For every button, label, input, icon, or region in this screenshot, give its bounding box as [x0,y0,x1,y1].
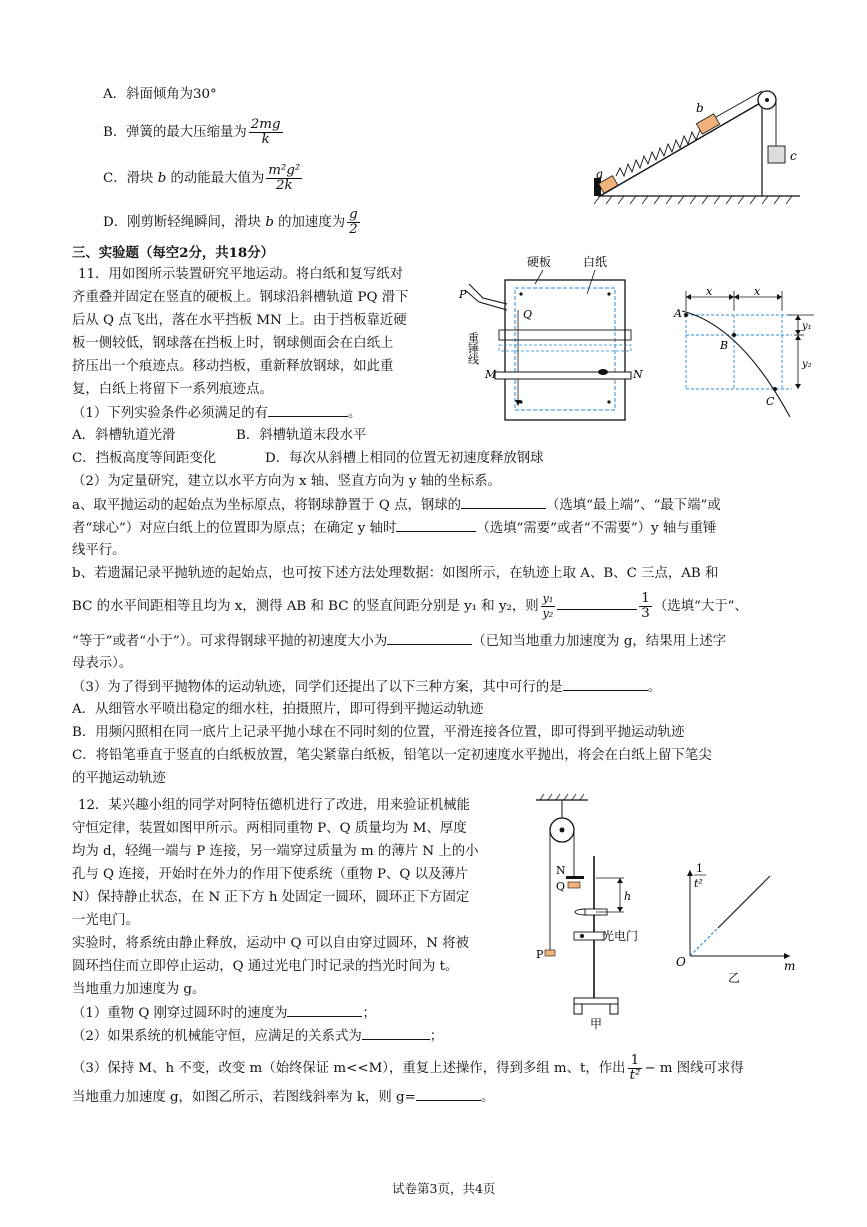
label-P: P [459,288,467,301]
q11-para: 板一侧较低，钢球落在挡板上时，钢球侧面会在白纸上 [72,336,394,351]
q12-sub2: （2）如果系统的机械能守恒，应满足的关系式为 ； [72,1029,444,1044]
label-O: O [676,955,686,969]
q12-para: 守恒定律，装置如图甲所示。两相同重物 P、Q 质量均为 M、厚度 [72,821,467,836]
q11-sub3: （3）为了得到平抛物体的运动轨迹，同学们还提出了以下三种方案，其中可行的是 。 [72,680,661,695]
label-P: P [536,948,544,961]
answer-blank[interactable] [387,632,472,645]
label-B: B [720,339,729,352]
label-x2: x [754,285,761,298]
q11-para: 复，白纸上将留下一系列痕迹点。 [72,382,273,397]
answer-blank[interactable] [563,678,648,691]
answer-blank[interactable] [396,519,476,532]
q11-para: 11．用如图所示装置研究平地运动。将白纸和复写纸对 [78,267,404,282]
answer-blank[interactable] [416,1088,481,1101]
photogate [574,932,604,940]
answer-blank[interactable] [362,1027,430,1040]
q10-option-b: B．弹簧的最大压缩量为 $\frac{2mg}{k}$ [103,117,281,147]
q10-b-fraction: $\frac{2mg}{k}$ [250,117,281,147]
label-a: a [596,167,604,181]
q11-b-line1: b、若遗漏记录平抛轨迹的起始点，也可按下述方法处理数据：如图所示，在轨迹上取 A、B、C 三点，AB 和 [72,566,719,581]
label-x1: x [706,285,713,298]
q12-graph-yi [670,850,800,990]
answer-blank[interactable] [461,496,546,509]
q11-a-line2: 者“球心”）对应白纸上的位置即为原点；在确定 y 轴时 （选填“需要”或者“不需要”）y 轴与重锤 [72,521,717,536]
page-footer: 试卷第3页，共4页 [392,1181,496,1196]
q11-option-a: A．斜槽轨道光滑 [72,428,176,443]
label-y1: y₁ [802,321,812,332]
label-C: C [766,395,775,408]
weight-Q [568,882,580,888]
answer-blank[interactable] [557,597,637,610]
q11-option-d: D．每次从斜槽上相同的位置无初速度释放钢球 [265,451,544,466]
caption-jia: 甲 [590,1017,603,1031]
label-Q: Q [556,880,566,893]
y-axis-num: 1 [696,862,703,875]
q11-s3-option-b: B．用频闪照相在同一底片上记录平抛小球在不同时刻的位置，平滑连接各位置，即可得到平抛运动轨迹 [72,725,685,740]
graph-line [718,876,770,928]
q10-d-fraction: $\frac{g}{2}$ [349,207,358,237]
q11-para: 后从 Q 点飞出，落在水平挡板 MN 上。由于挡板靠近硬 [72,313,407,328]
plate-N [566,876,584,879]
answer-blank[interactable] [268,404,348,417]
label-N: N [633,368,643,381]
section-heading: 三、实验题（每空2分，共18分） [72,245,275,261]
q11-s3-option-c: C．将铅笔垂直于竖直的白纸板放置，笔尖紧靠白纸板，铅笔以一定初速度水平抛出，将会在白纸上留下笔尖 [72,748,712,763]
weight-P [545,950,555,956]
label-Q: Q [523,308,533,321]
label-N: N [556,864,566,877]
q12-para: 一光电门。 [72,913,139,928]
q11-option-b: B．斜槽轨道末段水平 [236,428,367,443]
q11-trajectory-figure [670,285,820,420]
q10-option-a: A．斜面倾角为30° [103,87,217,102]
label-paper: 白纸 [583,255,608,269]
q10-c-fraction: $\frac{\text{m²g²}}{2k}$ [268,163,301,193]
label-photogate: 光电门 [602,929,639,943]
block-c [768,146,785,163]
q12-sub3-cont: 当地重力加速度 g，如图乙所示，若图线斜率为 k，则 g= 。 [72,1090,495,1105]
label-h: h [624,890,632,903]
answer-blank[interactable] [287,1004,362,1017]
q10-option-c: C．滑块 b 的动能最大值为 $\frac{\text{m²g²}}{2k}$ [103,163,301,193]
q10-option-d: D．刚剪断轻绳瞬间，滑块 b 的加速度为 $\frac{g}{2}$ [103,207,358,237]
q12-para: 均为 d，轻绳一端与 P 连接，另一端穿过质量为 m 的薄片 N 上的小 [72,844,479,859]
label-y2: y₂ [802,359,812,370]
q12-para: 圆环挡住而立即停止运动，Q 通过光电门时记录的挡光时间为 t。 [72,959,459,974]
q12-para: 实验时，将系统由静止释放，运动中 Q 可以自由穿过圆环，N 将被 [72,936,470,951]
y-axis-den: t² [694,877,703,890]
q12-apparatus-jia [530,790,640,1030]
q11-apparatus-figure [455,250,645,425]
q11-b-line3: “等于”或者“小于”）。可求得钢球平抛的初速度大小为 （已知当地重力加速度为 g，结果用上述字 [72,634,727,649]
q12-sub1: （1）重物 Q 刚穿过圆环时的速度为 ； [72,1006,376,1021]
x-axis-label: m [784,959,796,973]
q12-para: 12．某兴趣小组的同学对阿特伍德机进行了改进，用来验证机械能 [78,798,470,813]
graph-line-dashed [690,928,718,956]
q11-s3-option-c-cont: 的平抛运动轨迹 [72,771,166,786]
q11-para: 齐重叠并固定在竖直的硬板上。钢球沿斜槽轨道 PQ 滑下 [72,290,409,305]
label-A: A [674,307,682,320]
q11-sub1: （1）下列实验条件必须满足的有 。 [72,406,362,421]
q11-sub2: （2）为定量研究，建立以水平方向为 x 轴、竖直方向为 y 轴的坐标系。 [72,474,501,489]
label-c: c [790,149,797,163]
label-M: M [485,368,497,381]
q10-incline-figure [590,80,810,215]
q11-para: 挤压出一个痕迹点。移动挡板，重新释放钢球，如此重 [72,359,394,374]
caption-yi: 乙 [728,971,741,985]
label-b: b [696,101,704,115]
q12-para: N）保持静止状态，在 N 正下方 h 处固定一圆环，圆环正下方固定 [72,890,470,905]
q12-para: 孔与 Q 连接，开始时在外力的作用下使系统（重物 P、Q 以及薄片 [72,867,469,882]
label-hardboard: 硬板 [527,255,552,269]
q12-sub3: （3）保持 M、h 不变，改变 m（始终保证 m<<M），重复上述操作，得到多组 m、t，作出 $\frac{1}{\text{t²}}$ − m 图线可求得 [72,1053,744,1083]
q12-para: 当地重力加速度为 g。 [72,982,206,997]
q11-option-c: C．挡板高度等间距变化 [72,451,217,466]
q11-b-line4: 母表示）。 [72,656,133,671]
label-plumb-line: 重锤线 [466,332,480,365]
q11-a-line3: 线平行。 [72,543,126,558]
spring [616,130,700,176]
q11-b-line2: BC 的水平间距相等且均为 x，测得 AB 和 BC 的竖直间距分别是 y₁ 和 y₂，则 $\frac{\text{y₁}}{\text{y₂}}$ $\frac{1}{3}$ （选填“大于”、 [72,591,748,621]
q11-s3-option-a: A．从细管水平喷出稳定的细水柱，拍摄照片，即可得到平抛运动轨迹 [72,702,484,717]
q11-a-line1: a、取平抛运动的起始点为坐标原点，将钢球静置于 Q 点，钢球的 （选填“最上端”、“最下端”或 [72,498,721,513]
